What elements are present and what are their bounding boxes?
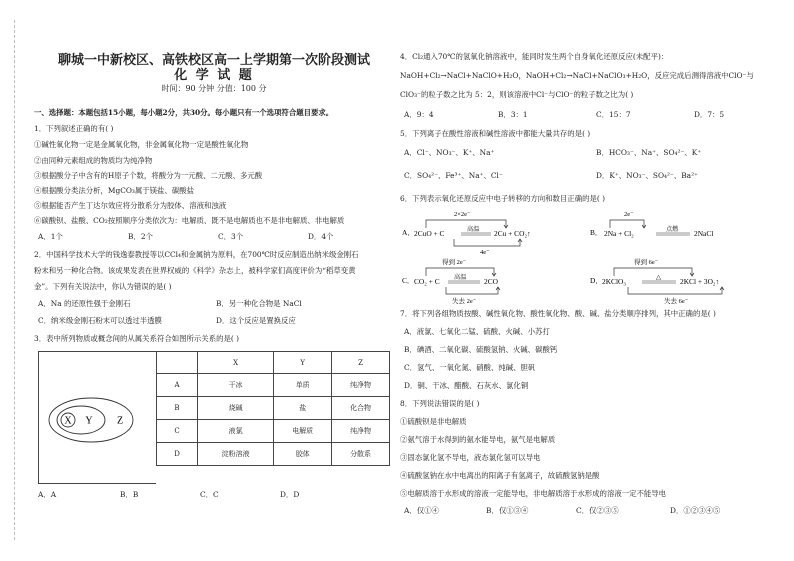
- q6-a-top-electrons: 2×2e⁻: [454, 211, 471, 218]
- table-row: [157, 420, 390, 443]
- table-cell: 电解质: [274, 420, 332, 443]
- q6-b-cond: 点燃: [666, 226, 679, 233]
- q1-option-a[interactable]: A．1个: [38, 232, 63, 241]
- q6-c-label: C．: [402, 276, 415, 285]
- q2-option-d[interactable]: D．这个反应是置换反应: [216, 316, 296, 325]
- q3-option-d[interactable]: D．D: [280, 490, 300, 499]
- q4-line-1: 4．Cl₂通入70℃的氢氧化钠溶液中，能同时发生两个自身氧化还原反应(未配平)：: [400, 52, 669, 61]
- venn-label-x: X: [64, 415, 72, 427]
- table-cell: 分散系: [332, 443, 390, 466]
- q7-stem: 7．将下列各组物质按酸、碱性氧化物、酸性氧化物、酸、碱、盐分类顺序排列，其中正确的是( ): [400, 309, 716, 318]
- q6-a-cond: 高温: [467, 226, 480, 233]
- q1-item-2: ②由同种元素组成的物质均为纯净物: [34, 156, 153, 165]
- q2-option-a[interactable]: A．Na 的还原性强于金刚石: [38, 299, 131, 308]
- q1-option-b[interactable]: B．2个: [128, 232, 153, 241]
- q1-option-d[interactable]: D．4个: [308, 232, 334, 241]
- table-cell: A: [157, 374, 198, 397]
- q6-d-cond: △: [656, 274, 661, 281]
- q6-option-b[interactable]: [590, 208, 770, 256]
- q6-c-cond: 高温: [454, 274, 467, 281]
- q4-option-a[interactable]: A．9：4: [404, 110, 434, 119]
- q1-item-1: ①碱性氧化物一定是金属氧化物，非金属氧化物一定是酸性氧化物: [34, 140, 249, 149]
- table-header: X: [198, 352, 274, 374]
- q5-option-b[interactable]: B．HCO₃⁻、Na⁺、SO₄²⁻、K⁺: [596, 148, 702, 157]
- q1-item-5: ⑤根据能否产生丁达尔效应将分散系分为胶体、溶液和浊液: [34, 201, 227, 210]
- q6-b-top-electrons: 2e⁻: [624, 211, 634, 218]
- q2-option-b[interactable]: B．另一种化合物是 NaCl: [216, 299, 302, 308]
- q6-a-lhs: 2CuO + C: [414, 229, 445, 238]
- q1-stem: 1．下列叙述正确的有( ): [34, 124, 114, 133]
- q1-option-c[interactable]: C．3个: [218, 232, 244, 241]
- q8-option-a[interactable]: A．仅①④: [404, 506, 439, 515]
- q1-item-3: ③根据酸分子中含有的H原子个数，将酸分为一元酸、二元酸、多元酸: [34, 171, 263, 180]
- venn-diagram: [38, 351, 156, 484]
- table-header: Z: [332, 352, 390, 374]
- q6-a-label: A．: [402, 228, 415, 237]
- q6-option-a[interactable]: [402, 208, 582, 256]
- q4-line-2: NaOH+Cl₂→NaCl+NaClO+H₂O，NaOH+Cl₂→NaCl+NaClO₃+H₂O，反应完成后测得溶液中ClO⁻与: [400, 71, 754, 80]
- q6-c-lhs: CO₂ + C: [414, 277, 440, 286]
- q4-line-3: ClO₃⁻的粒子数之比为 5：2，则该溶液中Cl⁻与ClO⁻的粒子数之比为( ): [400, 90, 634, 99]
- table-row: [157, 443, 390, 466]
- q6-d-rhs: 2KCl + 3O₂↑: [680, 277, 720, 286]
- q6-b-lhs: 2Na + Cl₂: [604, 229, 634, 238]
- q6-b-rhs: 2NaCl: [694, 229, 714, 238]
- q8-item-2: ②氨气溶于水得到的氨水能导电，氨气是电解质: [400, 435, 556, 444]
- q5-option-a[interactable]: A．Cl⁻、NO₃⁻、K⁺、Na⁺: [404, 148, 495, 157]
- q6-option-c[interactable]: [402, 256, 582, 306]
- q5-option-d[interactable]: D．K⁺、NO₃⁻、SO₄²⁻、Ba²⁺: [596, 171, 698, 180]
- q6-b-label: B．: [590, 228, 603, 237]
- q8-stem: 8．下列说法错误的是( ): [400, 399, 480, 408]
- q4-option-d[interactable]: D．7：5: [694, 110, 725, 119]
- q8-option-c[interactable]: C．仅②③⑤: [576, 506, 619, 515]
- exam-title: 聊城一中新校区、高铁校区高一上学期第一次阶段测试: [57, 53, 370, 68]
- table-row: [157, 374, 390, 397]
- q6-d-top-electrons: 得到 6e⁻: [634, 259, 659, 266]
- table-header-row: [157, 352, 390, 374]
- section-heading: 一、选择题：本题包括15小题，每小题2分，共30分。每小题只有一个选项符合题目要求。: [34, 108, 334, 117]
- table-cell: 纯净物: [332, 420, 390, 443]
- exam-subject: 化 学 试 题: [174, 68, 254, 83]
- q3-stem: 3．表中所列物质或概念间的从属关系符合如图所示关系的是( ): [34, 334, 239, 343]
- table-cell: 单质: [274, 374, 332, 397]
- q6-c-top-electrons: 得到 2e⁻: [442, 259, 467, 266]
- q6-a-rhs: 2Cu + CO₂↑: [494, 229, 531, 238]
- table-header: [157, 352, 198, 374]
- table-cell: 干冰: [198, 374, 274, 397]
- table-cell: 盐: [274, 397, 332, 420]
- q3-option-a[interactable]: A．A: [38, 490, 57, 499]
- q2-line-3: 金”。下列有关说法中，你认为错误的是( ): [34, 282, 172, 291]
- table-cell: 液氯: [198, 420, 274, 443]
- table-header: Y: [274, 352, 332, 374]
- q1-item-6: ⑥碳酸钡、盐酸、CO₂按照顺序分类依次为：电解质、既不是电解质也不是非电解质、非电解质: [34, 216, 345, 225]
- table-cell: D: [157, 443, 198, 466]
- q6-d-bottom-electrons: 失去 6e⁻: [664, 298, 689, 305]
- q2-line-1: 2．中国科学技术大学的钱逸泰教授等以CCl₄和金属钠为原料，在700℃时反应制造出纳米级金刚石: [34, 250, 359, 259]
- q6-c-bottom-electrons: 失去 2e⁻: [452, 298, 477, 305]
- q8-item-5: ⑤电解质溶于水形成的溶液一定能导电，非电解质溶于水形成的溶液一定不能导电: [400, 489, 667, 498]
- q8-item-1: ①硫酸钡是非电解质: [400, 417, 467, 426]
- binding-margin: [4, 20, 24, 540]
- q7-option-a[interactable]: A．液氯、七氧化二锰、硫酸、火碱、小苏打: [404, 327, 550, 336]
- venn-label-y: Y: [85, 415, 93, 427]
- q2-option-c[interactable]: C．纳米级金刚石粉末可以透过半透膜: [38, 316, 162, 325]
- q4-option-c[interactable]: C．15：7: [596, 110, 631, 119]
- q8-item-3: ③固态氯化氢不导电，液态氯化氢可以导电: [400, 453, 541, 462]
- q6-d-label: D．: [590, 276, 603, 285]
- table-cell: B: [157, 397, 198, 420]
- q3-option-b[interactable]: B．B: [120, 490, 139, 499]
- q7-option-b[interactable]: B．碘酒、二氧化碳、硫酸氢钠、火碱、碳酸钙: [404, 345, 558, 354]
- q5-stem: 5．下列离子在酸性溶液和碱性溶液中都能大量共存的是( ): [400, 129, 591, 138]
- q1-item-4: ④根据酸分类法分析，MgCO₃属于镁盐、碳酸盐: [34, 186, 195, 195]
- q3-table: [156, 351, 390, 466]
- q8-option-d[interactable]: D．①②③④⑤: [670, 506, 721, 515]
- q7-option-c[interactable]: C．氢气、一氧化氮、硝酸、纯碱、胆矾: [404, 363, 536, 372]
- q8-item-4: ④硫酸氢钠在水中电离出的阳离子有氢离子，故硫酸氢钠是酸: [400, 471, 600, 480]
- q5-option-c[interactable]: C．SO₄²⁻、Fe³⁺、Na⁺、Cl⁻: [404, 171, 503, 180]
- table-cell: 烧碱: [198, 397, 274, 420]
- q6-stem: 6．下列表示氧化还原反应中电子转移的方向和数目正确的是( ): [400, 194, 605, 203]
- venn-label-z: Z: [116, 415, 124, 427]
- table-cell: 胶体: [274, 443, 332, 466]
- q6-c-rhs: 2CO: [484, 277, 498, 286]
- exam-meta: 时间：90 分钟 分值：100 分: [161, 84, 267, 93]
- q6-d-lhs: 2KClO₃: [602, 277, 626, 286]
- q3-option-c[interactable]: C．C: [200, 490, 219, 499]
- table-cell: 纯净物: [332, 374, 390, 397]
- q6-option-d[interactable]: [590, 256, 770, 306]
- table-row: [157, 397, 390, 420]
- q6-a-bottom-electrons: 4e⁻: [480, 249, 490, 256]
- q4-option-b[interactable]: B．3：1: [498, 110, 528, 119]
- q2-line-2: 粉末和另一种化合物。该成果发表在世界权威的《科学》杂志上，被科学家们高度评价为“稻草变黄: [34, 266, 356, 275]
- table-cell: 化合物: [332, 397, 390, 420]
- q8-option-b[interactable]: B．仅①③④: [486, 506, 529, 515]
- table-cell: 淀粉溶液: [198, 443, 274, 466]
- table-cell: C: [157, 420, 198, 443]
- q7-option-d[interactable]: D．铜、干冰、醋酸、石灰水、氯化铜: [404, 381, 529, 390]
